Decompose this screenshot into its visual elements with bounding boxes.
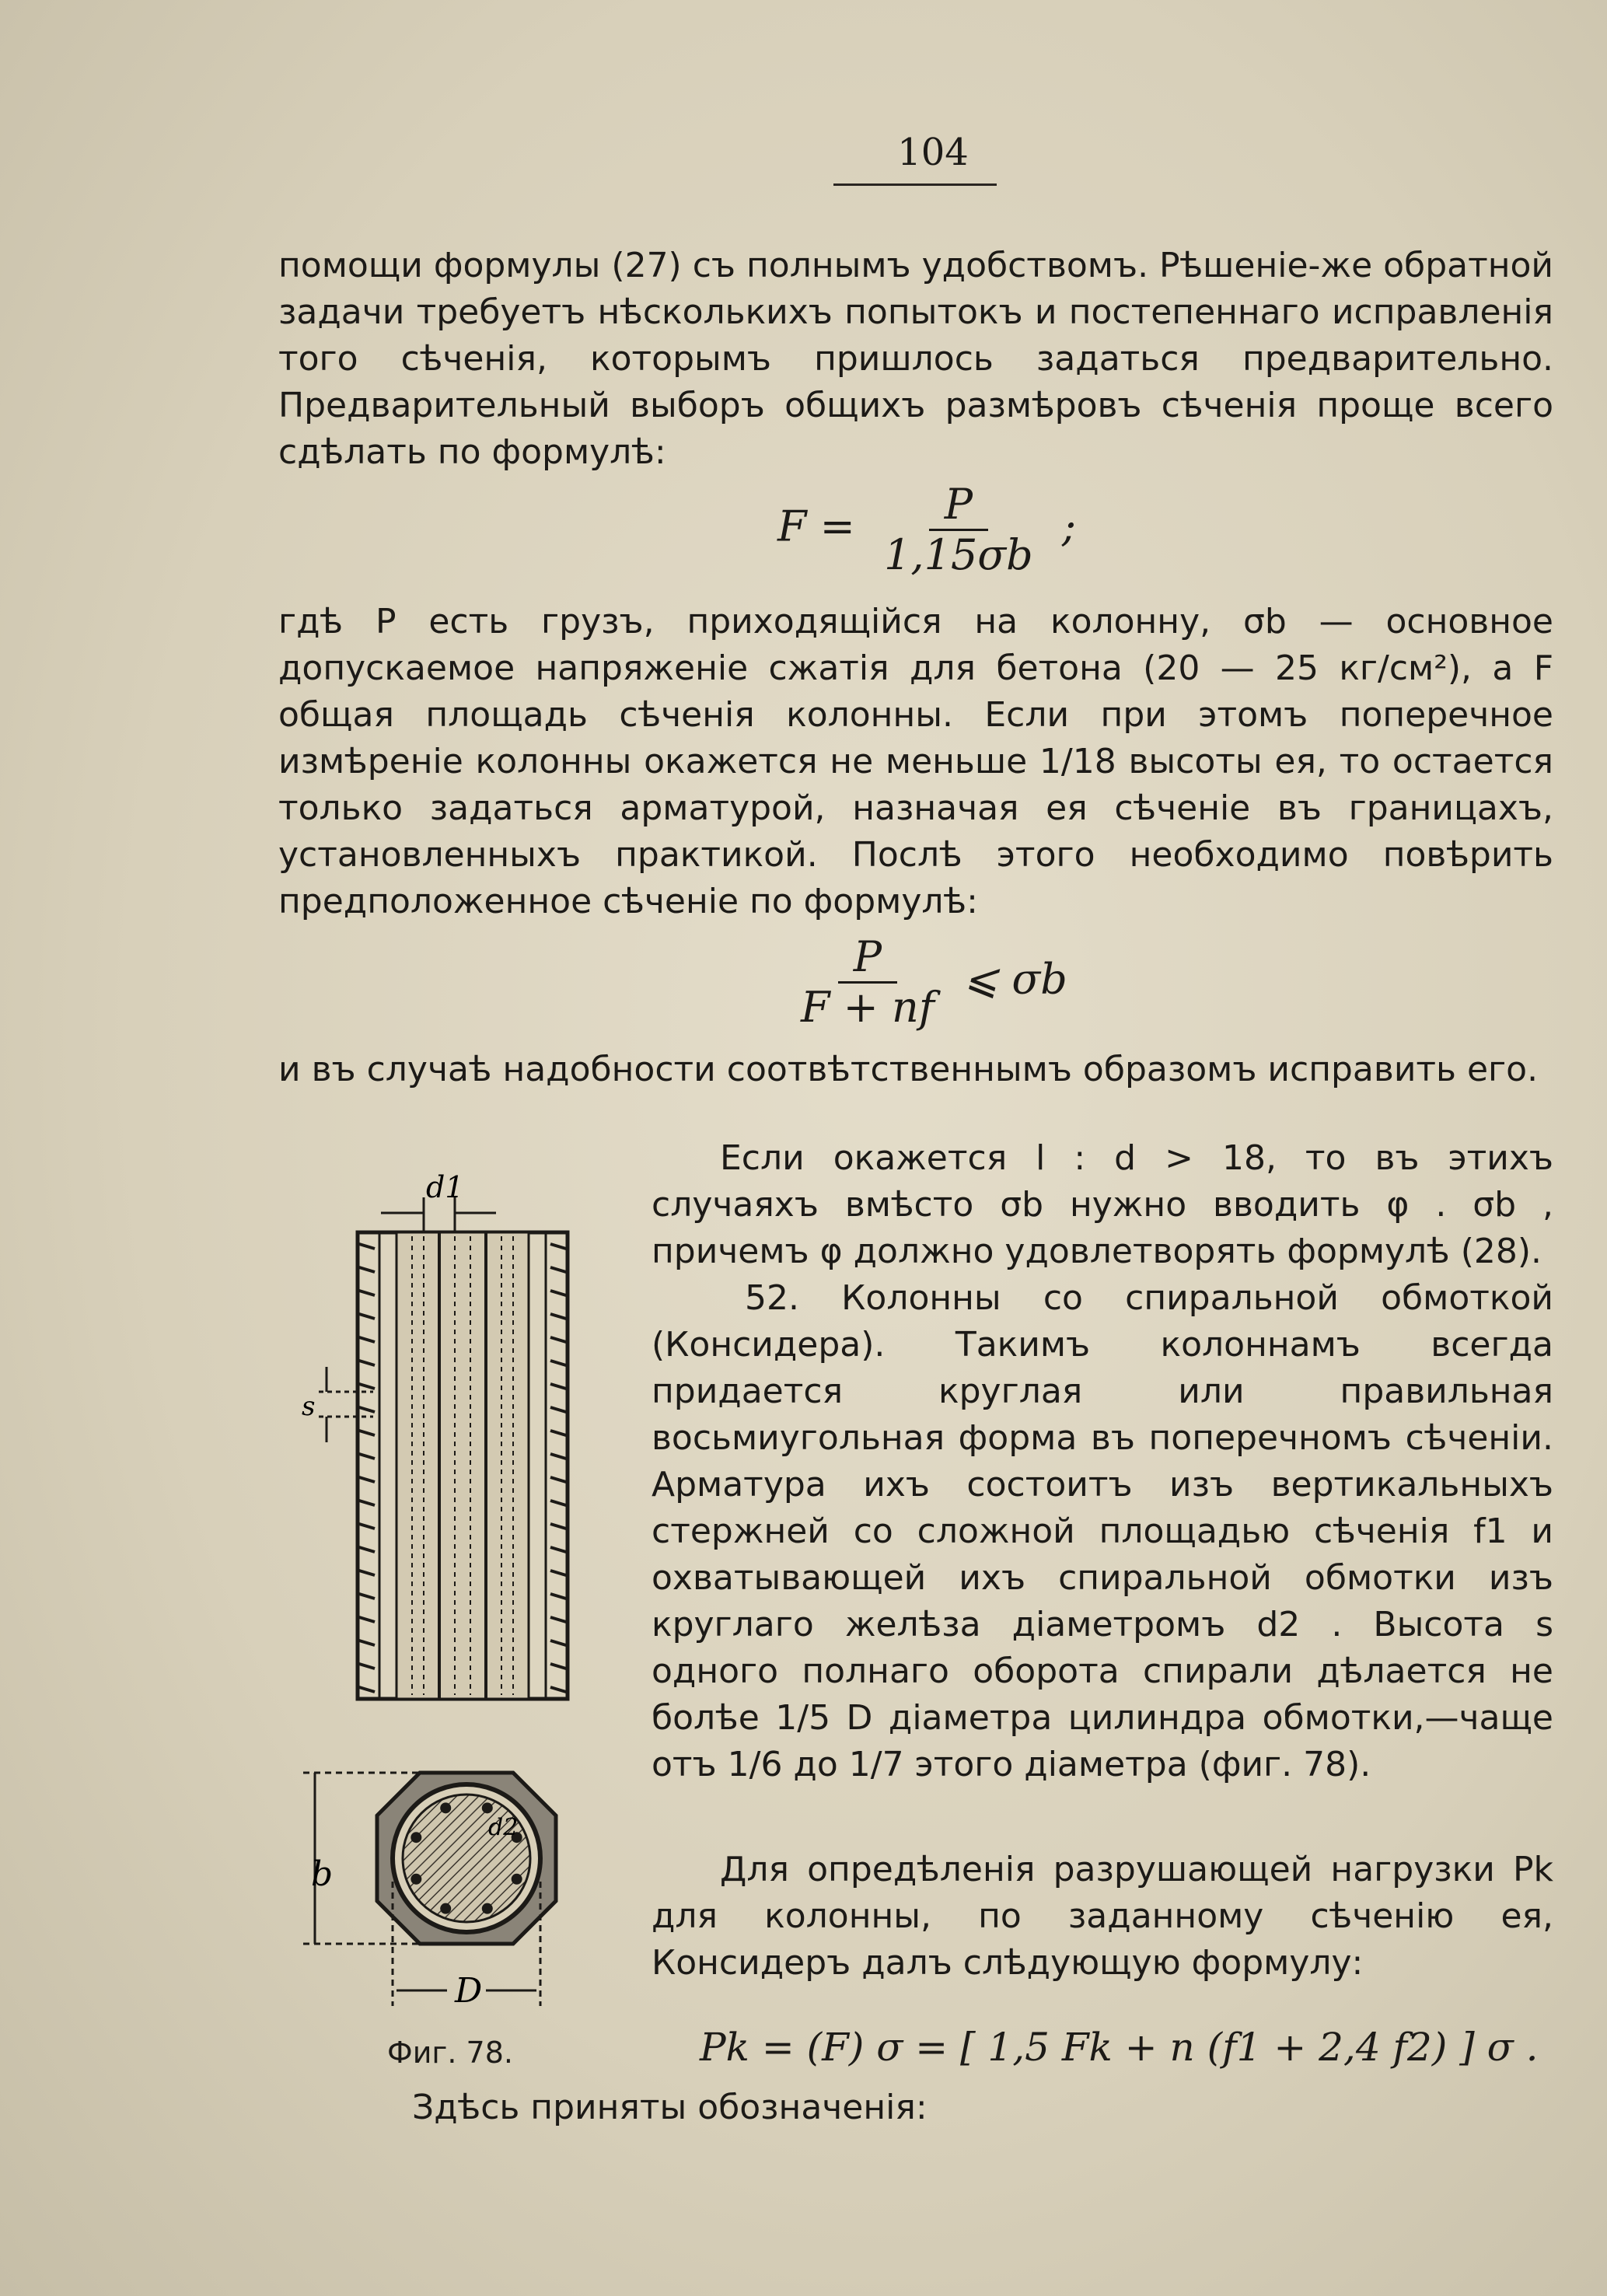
formula-2-fraction bbox=[785, 933, 950, 1032]
page-number-rule bbox=[833, 183, 997, 186]
figure-caption: Фиг. 78. bbox=[387, 2036, 513, 2070]
rebar-dot bbox=[482, 1802, 493, 1813]
column-cross-section bbox=[377, 1773, 556, 1944]
rebar-dot bbox=[482, 1903, 493, 1914]
formula-2-tail: ⩽ σb bbox=[962, 954, 1067, 1004]
figure-78 bbox=[288, 1151, 614, 2029]
label-D: D bbox=[455, 1971, 483, 2011]
formula-1 bbox=[777, 481, 1076, 579]
paragraph-4: Если окажется l : d > 18, то въ этихъ случаяхъ вмѣсто σb нужно вводить φ . σb , причемъ φ должно удовлетворять формулѣ (28). bbox=[652, 1138, 1553, 1271]
rebar-dot bbox=[512, 1874, 522, 1885]
paragraph-1: помощи формулы (27) съ полнымъ удобствомъ. Рѣшеніе-же обратной задачи требуетъ нѣсколькихъ попытокъ и постепеннаго исправленія того сѣченія, которымъ пришлось задаться предварительно. Предварительный выборъ общихъ размѣровъ сѣченія проще всего сдѣлать по формулѣ: bbox=[278, 246, 1553, 472]
formula-1-lhs: F = bbox=[777, 501, 855, 551]
page-number: 104 bbox=[897, 131, 969, 174]
label-d1: d1 bbox=[426, 1170, 464, 1204]
column-elevation bbox=[358, 1232, 568, 1699]
formula-3: Pk = (F) σ = [ 1,5 Fk + n (f1 + 2,4 f2) ] σ . bbox=[700, 2025, 1539, 2070]
formula-2 bbox=[785, 933, 1067, 1032]
paragraph-5: 52. Колонны со спиральной обмоткой (Консидера). Такимъ колоннамъ всегда придается круглая или правильная восьмиугольная форма въ поперечномъ сѣченіи. Арматура ихъ состоитъ изъ вертикальныхъ стержней со сложной площадью сѣченія f1 и охватывающей ихъ спиральной обмотки изъ круглаго желѣза діаметромъ d2 . Высота s одного полнаго оборота спирали дѣлается не болѣе 1/5 D діаметра цилиндра обмотки,—чаще отъ 1/6 до 1/7 этого діаметра (фиг. 78). bbox=[652, 1278, 1553, 1784]
paragraph-6: Для опредѣленія разрушающей нагрузки Pk для колонны, по заданному сѣченію ея, Консидеръ далъ слѣдующую формулу: bbox=[652, 1850, 1553, 1983]
formula-1-numerator: P bbox=[929, 481, 988, 531]
closing-line: Здѣсь приняты обозначенія: bbox=[412, 2088, 928, 2127]
rebar-dot bbox=[410, 1874, 421, 1885]
formula-1-denominator: 1,15σb bbox=[884, 530, 1033, 579]
label-d2: d2 bbox=[488, 1814, 519, 1841]
label-b: b bbox=[311, 1854, 334, 1894]
formula-2-numerator: P bbox=[838, 933, 897, 984]
label-s: s bbox=[302, 1391, 316, 1422]
formula-1-fraction bbox=[868, 481, 1049, 579]
rebar-dot bbox=[440, 1802, 451, 1813]
rebar-dot bbox=[410, 1832, 421, 1843]
formula-1-tail: ; bbox=[1061, 501, 1077, 551]
formula-2-denominator: F + nf bbox=[801, 983, 935, 1032]
rebar-dot bbox=[440, 1903, 451, 1914]
paragraph-2: гдѣ P есть грузъ, приходящійся на колонну, σb — основное допускаемое напряженіе сжатія для бетона (20 — 25 кг/см²), а F общая площадь сѣченія колонны. Если при этомъ поперечное измѣреніе колонны окажется не меньше 1/18 высоты ея, то остается только задаться арматурой, назначая ея сѣченіе въ границахъ, установленныхъ практикой. Послѣ этого необходимо повѣрить предположенное сѣченіе по формулѣ: bbox=[278, 602, 1553, 921]
paragraph-3: и въ случаѣ надобности соотвѣтственнымъ образомъ исправить его. bbox=[278, 1050, 1539, 1089]
